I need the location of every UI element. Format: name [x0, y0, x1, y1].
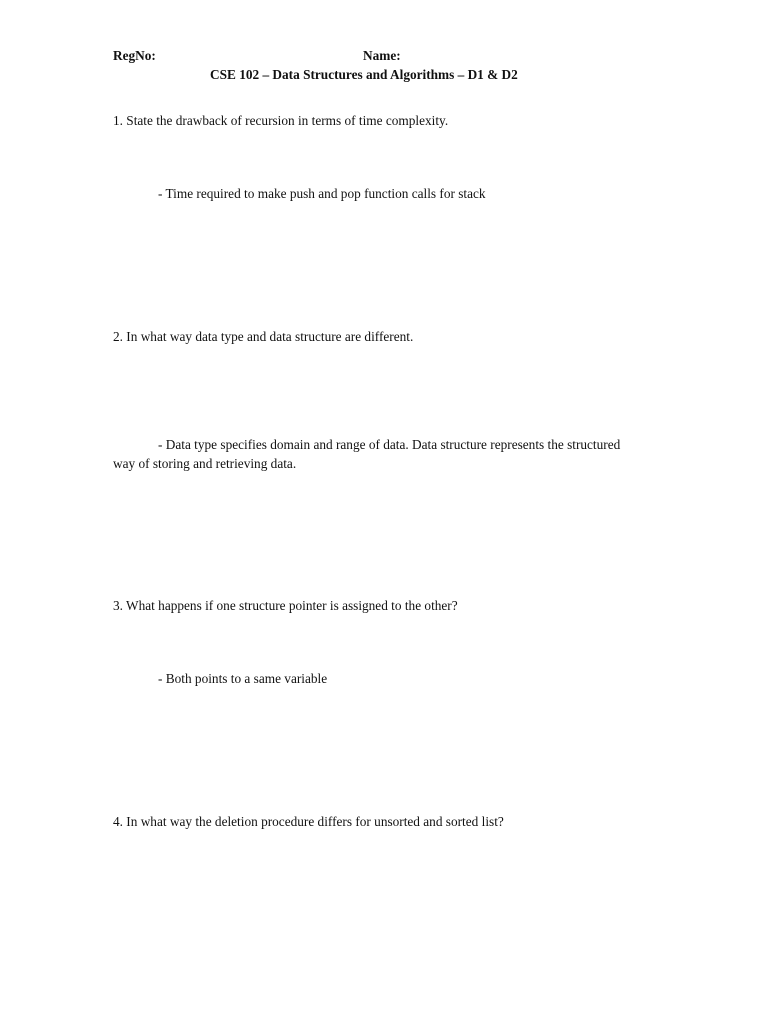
- question-4: 4. In what way the deletion procedure differs for unsorted and sorted list?: [113, 814, 504, 829]
- question-3: 3. What happens if one structure pointer is assigned to the other?: [113, 598, 458, 613]
- answer-1: - Time required to make push and pop function calls for stack: [158, 186, 486, 201]
- answer-2: - Data type specifies domain and range of data. Data structure represents the structured way of storing and retrieving data.: [113, 437, 621, 471]
- answer-3: - Both points to a same variable: [158, 671, 328, 686]
- regno-label: RegNo:: [113, 48, 156, 63]
- course-title: CSE 102 – Data Structures and Algorithms – D1 & D2: [210, 67, 518, 82]
- question-2: 2. In what way data type and data structure are different.: [113, 329, 414, 344]
- name-label: Name:: [363, 48, 401, 63]
- question-1: 1. State the drawback of recursion in terms of time complexity.: [113, 113, 449, 128]
